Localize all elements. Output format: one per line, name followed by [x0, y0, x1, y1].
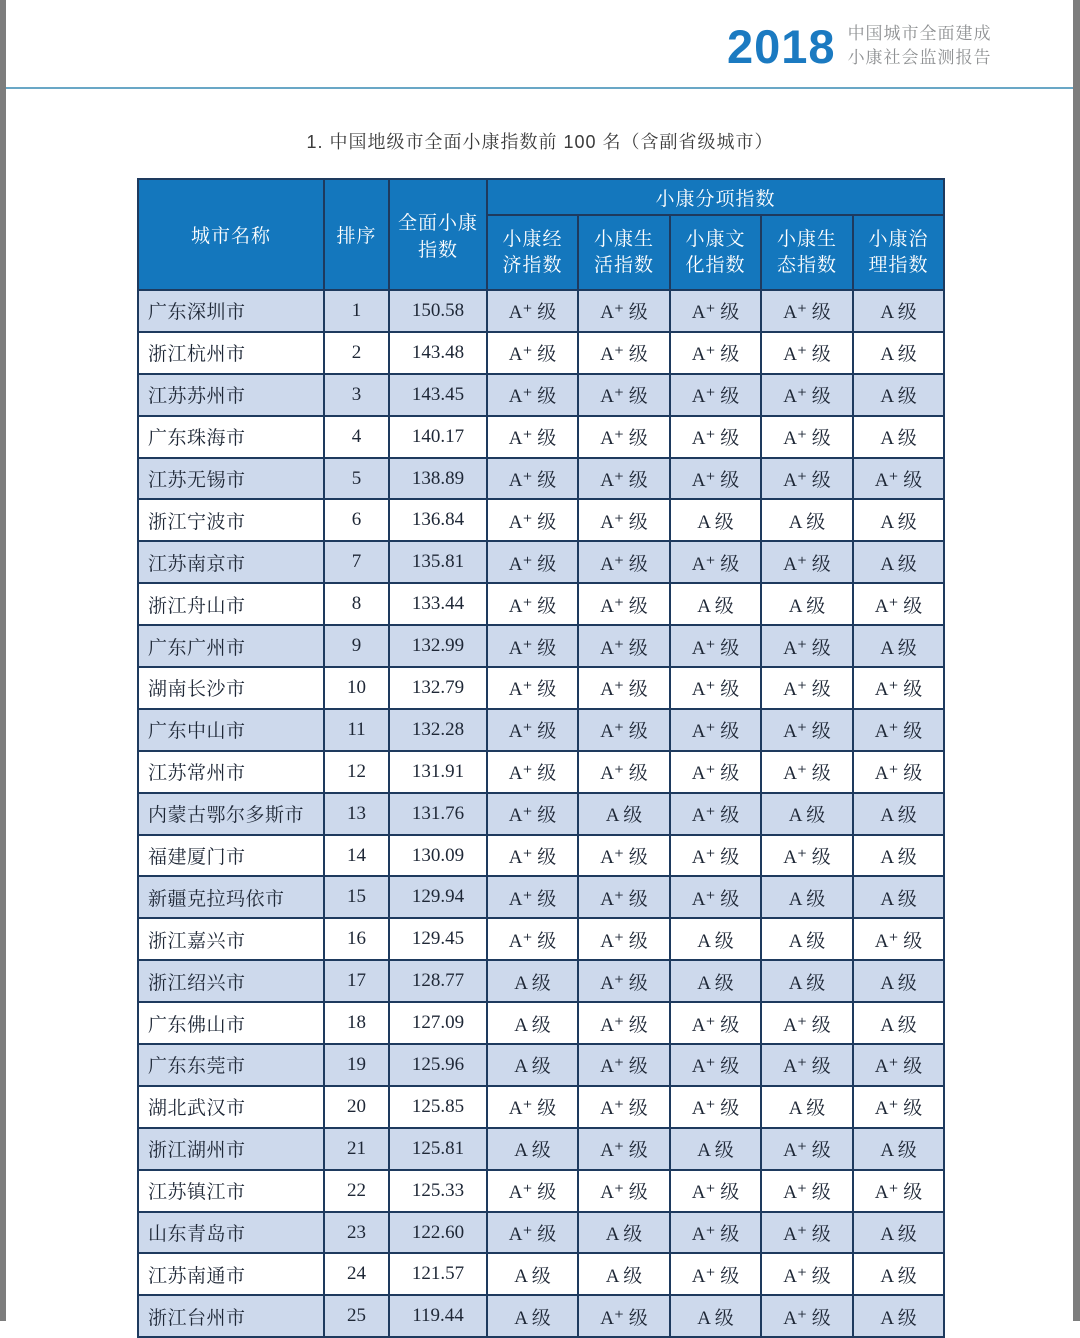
culture-grade-cell: A⁺ 级: [670, 793, 761, 835]
life-grade-cell: A⁺ 级: [578, 709, 670, 751]
rank-cell: 12: [324, 751, 389, 793]
ecology-grade-cell: A 级: [761, 876, 853, 918]
table-row: [138, 876, 944, 918]
governance-grade-cell: A⁺ 级: [853, 667, 944, 709]
economy-grade-cell: A⁺ 级: [487, 458, 578, 500]
table-row: [138, 751, 944, 793]
governance-grade-cell: A 级: [853, 374, 944, 416]
life-grade-cell: A⁺ 级: [578, 1044, 670, 1086]
rank-cell: 13: [324, 793, 389, 835]
culture-grade-cell: A⁺ 级: [670, 541, 761, 583]
table-row: [138, 374, 944, 416]
governance-grade-cell: A⁺ 级: [853, 458, 944, 500]
table-row: [138, 290, 944, 332]
rank-cell: 22: [324, 1170, 389, 1212]
rank-cell: 18: [324, 1002, 389, 1044]
rank-cell: 19: [324, 1044, 389, 1086]
overall-index-cell: 133.44: [389, 583, 487, 625]
ecology-grade-cell: A⁺ 级: [761, 1044, 853, 1086]
culture-grade-cell: A 级: [670, 1295, 761, 1337]
rank-cell: 1: [324, 290, 389, 332]
table-row: [138, 499, 944, 541]
ecology-grade-cell: A⁺ 级: [761, 1002, 853, 1044]
column-header-overall-line1: 全面小康: [397, 212, 478, 234]
rank-cell: 6: [324, 499, 389, 541]
ecology-grade-cell: A 级: [761, 960, 853, 1002]
ranking-table-body: [138, 290, 944, 1337]
ecology-grade-cell: A⁺ 级: [761, 751, 853, 793]
rank-cell: 20: [324, 1086, 389, 1128]
page-edge-right: [1073, 0, 1080, 1321]
column-header-overall-index: [389, 179, 487, 290]
table-row: [138, 1086, 944, 1128]
life-grade-cell: A⁺ 级: [578, 290, 670, 332]
column-header-city: 城市名称: [138, 179, 324, 290]
column-header-rank: 排序: [324, 179, 389, 290]
culture-grade-cell: A 级: [670, 1128, 761, 1170]
overall-index-cell: 125.33: [389, 1170, 487, 1212]
overall-index-cell: 140.17: [389, 416, 487, 458]
life-grade-cell: A⁺ 级: [578, 625, 670, 667]
economy-grade-cell: A 级: [487, 1044, 578, 1086]
city-cell: 广东广州市: [138, 625, 324, 667]
culture-grade-cell: A 级: [670, 918, 761, 960]
life-grade-cell: A⁺ 级: [578, 583, 670, 625]
governance-grade-cell: A⁺ 级: [853, 918, 944, 960]
governance-grade-cell: A 级: [853, 541, 944, 583]
rank-cell: 7: [324, 541, 389, 583]
city-cell: 浙江台州市: [138, 1295, 324, 1337]
governance-grade-cell: A 级: [853, 1002, 944, 1044]
culture-grade-cell: A⁺ 级: [670, 374, 761, 416]
ecology-grade-cell: A⁺ 级: [761, 667, 853, 709]
overall-index-cell: 132.28: [389, 709, 487, 751]
column-header-overall-line2: 指数: [417, 239, 458, 261]
life-grade-cell: A 级: [578, 1253, 670, 1295]
table-row: [138, 1212, 944, 1254]
city-cell: 江苏常州市: [138, 751, 324, 793]
governance-grade-cell: A 级: [853, 1128, 944, 1170]
life-grade-cell: A⁺ 级: [578, 667, 670, 709]
overall-index-cell: 132.99: [389, 625, 487, 667]
governance-grade-cell: A 级: [853, 793, 944, 835]
rank-cell: 11: [324, 709, 389, 751]
economy-grade-cell: A⁺ 级: [487, 583, 578, 625]
economy-grade-cell: A⁺ 级: [487, 876, 578, 918]
table-row: [138, 1128, 944, 1170]
city-cell: 浙江杭州市: [138, 332, 324, 374]
overall-index-cell: 136.84: [389, 499, 487, 541]
economy-grade-cell: A 级: [487, 1295, 578, 1337]
table-row: [138, 541, 944, 583]
overall-index-cell: 121.57: [389, 1253, 487, 1295]
ecology-grade-cell: A⁺ 级: [761, 709, 853, 751]
overall-index-cell: 143.48: [389, 332, 487, 374]
economy-grade-cell: A⁺ 级: [487, 290, 578, 332]
culture-grade-cell: A⁺ 级: [670, 709, 761, 751]
economy-grade-cell: A⁺ 级: [487, 835, 578, 877]
ecology-grade-cell: A 级: [761, 918, 853, 960]
city-cell: 广东珠海市: [138, 416, 324, 458]
overall-index-cell: 119.44: [389, 1295, 487, 1337]
city-cell: 广东佛山市: [138, 1002, 324, 1044]
ecology-grade-cell: A⁺ 级: [761, 374, 853, 416]
overall-index-cell: 131.91: [389, 751, 487, 793]
rank-cell: 23: [324, 1212, 389, 1254]
life-grade-cell: A⁺ 级: [578, 499, 670, 541]
city-cell: 内蒙古鄂尔多斯市: [138, 793, 324, 835]
governance-grade-cell: A⁺ 级: [853, 1086, 944, 1128]
column-header-life-index: 小康生 活指数: [578, 215, 670, 290]
table-row: [138, 332, 944, 374]
table-row: [138, 835, 944, 877]
life-grade-cell: A⁺ 级: [578, 458, 670, 500]
rank-cell: 3: [324, 374, 389, 416]
economy-grade-cell: A 级: [487, 960, 578, 1002]
rank-cell: 9: [324, 625, 389, 667]
economy-grade-cell: A⁺ 级: [487, 541, 578, 583]
economy-grade-cell: A⁺ 级: [487, 1170, 578, 1212]
culture-grade-cell: A⁺ 级: [670, 1044, 761, 1086]
governance-grade-cell: A 级: [853, 1295, 944, 1337]
culture-grade-cell: A⁺ 级: [670, 1212, 761, 1254]
culture-grade-cell: A⁺ 级: [670, 290, 761, 332]
city-cell: 广东东莞市: [138, 1044, 324, 1086]
culture-grade-cell: A⁺ 级: [670, 667, 761, 709]
column-header-governance-index: 小康治 理指数: [853, 215, 944, 290]
table-row: [138, 583, 944, 625]
life-grade-cell: A⁺ 级: [578, 918, 670, 960]
rank-cell: 15: [324, 876, 389, 918]
overall-index-cell: 129.94: [389, 876, 487, 918]
economy-grade-cell: A⁺ 级: [487, 1212, 578, 1254]
city-cell: 福建厦门市: [138, 835, 324, 877]
table-row: [138, 1253, 944, 1295]
ecology-grade-cell: A⁺ 级: [761, 625, 853, 667]
ecology-grade-cell: A⁺ 级: [761, 1212, 853, 1254]
city-cell: 江苏镇江市: [138, 1170, 324, 1212]
economy-grade-cell: A⁺ 级: [487, 793, 578, 835]
overall-index-cell: 125.81: [389, 1128, 487, 1170]
culture-grade-cell: A 级: [670, 960, 761, 1002]
economy-grade-cell: A⁺ 级: [487, 751, 578, 793]
overall-index-cell: 128.77: [389, 960, 487, 1002]
table-row: [138, 416, 944, 458]
overall-index-cell: 138.89: [389, 458, 487, 500]
life-grade-cell: A⁺ 级: [578, 1086, 670, 1128]
economy-grade-cell: A⁺ 级: [487, 416, 578, 458]
rank-cell: 10: [324, 667, 389, 709]
overall-index-cell: 125.85: [389, 1086, 487, 1128]
ecology-grade-cell: A⁺ 级: [761, 1170, 853, 1212]
life-grade-cell: A⁺ 级: [578, 876, 670, 918]
life-grade-cell: A 级: [578, 793, 670, 835]
life-grade-cell: A⁺ 级: [578, 374, 670, 416]
rank-cell: 16: [324, 918, 389, 960]
overall-index-cell: 143.45: [389, 374, 487, 416]
culture-grade-cell: A⁺ 级: [670, 458, 761, 500]
overall-index-cell: 131.76: [389, 793, 487, 835]
life-grade-cell: A⁺ 级: [578, 1295, 670, 1337]
rank-cell: 8: [324, 583, 389, 625]
governance-grade-cell: A 级: [853, 835, 944, 877]
governance-grade-cell: A 级: [853, 1212, 944, 1254]
culture-grade-cell: A⁺ 级: [670, 1253, 761, 1295]
report-title-line1: 中国城市全面建成: [847, 24, 992, 43]
table-row: [138, 960, 944, 1002]
city-cell: 江苏无锡市: [138, 458, 324, 500]
economy-grade-cell: A 级: [487, 1128, 578, 1170]
ecology-grade-cell: A⁺ 级: [761, 416, 853, 458]
table-row: [138, 458, 944, 500]
overall-index-cell: 132.79: [389, 667, 487, 709]
column-header-culture-index: 小康文 化指数: [670, 215, 761, 290]
header-divider-rule: [6, 87, 1073, 89]
culture-grade-cell: A⁺ 级: [670, 876, 761, 918]
overall-index-cell: 127.09: [389, 1002, 487, 1044]
culture-grade-cell: A⁺ 级: [670, 416, 761, 458]
governance-grade-cell: A 级: [853, 1253, 944, 1295]
city-cell: 浙江湖州市: [138, 1128, 324, 1170]
overall-index-cell: 130.09: [389, 835, 487, 877]
ecology-grade-cell: A⁺ 级: [761, 290, 853, 332]
city-cell: 山东青岛市: [138, 1212, 324, 1254]
culture-grade-cell: A⁺ 级: [670, 751, 761, 793]
table-title: 1. 中国地级市全面小康指数前 100 名（含副省级城市）: [306, 132, 774, 152]
culture-grade-cell: A⁺ 级: [670, 1170, 761, 1212]
table-row: [138, 709, 944, 751]
ecology-grade-cell: A⁺ 级: [761, 1128, 853, 1170]
rank-cell: 4: [324, 416, 389, 458]
table-row: [138, 667, 944, 709]
life-grade-cell: A⁺ 级: [578, 332, 670, 374]
city-cell: 浙江嘉兴市: [138, 918, 324, 960]
economy-grade-cell: A⁺ 级: [487, 918, 578, 960]
life-grade-cell: A⁺ 级: [578, 835, 670, 877]
life-grade-cell: A⁺ 级: [578, 751, 670, 793]
ecology-grade-cell: A⁺ 级: [761, 458, 853, 500]
governance-grade-cell: A⁺ 级: [853, 1044, 944, 1086]
city-cell: 浙江宁波市: [138, 499, 324, 541]
economy-grade-cell: A⁺ 级: [487, 332, 578, 374]
ecology-grade-cell: A 级: [761, 1086, 853, 1128]
ecology-grade-cell: A⁺ 级: [761, 541, 853, 583]
city-cell: 浙江舟山市: [138, 583, 324, 625]
life-grade-cell: A⁺ 级: [578, 541, 670, 583]
report-year: 2018: [727, 19, 836, 73]
culture-grade-cell: A⁺ 级: [670, 1086, 761, 1128]
culture-grade-cell: A 级: [670, 583, 761, 625]
economy-grade-cell: A⁺ 级: [487, 625, 578, 667]
city-cell: 江苏南通市: [138, 1253, 324, 1295]
table-row: [138, 1295, 944, 1337]
table-row: [138, 625, 944, 667]
city-cell: 湖南长沙市: [138, 667, 324, 709]
rank-cell: 14: [324, 835, 389, 877]
city-cell: 湖北武汉市: [138, 1086, 324, 1128]
governance-grade-cell: A⁺ 级: [853, 583, 944, 625]
overall-index-cell: 135.81: [389, 541, 487, 583]
ecology-grade-cell: A⁺ 级: [761, 835, 853, 877]
governance-grade-cell: A 级: [853, 332, 944, 374]
economy-grade-cell: A⁺ 级: [487, 667, 578, 709]
economy-grade-cell: A⁺ 级: [487, 1086, 578, 1128]
masthead: [727, 19, 992, 73]
city-cell: 浙江绍兴市: [138, 960, 324, 1002]
governance-grade-cell: A⁺ 级: [853, 1170, 944, 1212]
ecology-grade-cell: A⁺ 级: [761, 1295, 853, 1337]
governance-grade-cell: A 级: [853, 876, 944, 918]
overall-index-cell: 122.60: [389, 1212, 487, 1254]
overall-index-cell: 125.96: [389, 1044, 487, 1086]
column-header-ecology-index: 小康生 态指数: [761, 215, 853, 290]
life-grade-cell: A⁺ 级: [578, 1170, 670, 1212]
ecology-grade-cell: A 级: [761, 499, 853, 541]
report-title-line2: 小康社会监测报告: [847, 48, 992, 68]
culture-grade-cell: A⁺ 级: [670, 332, 761, 374]
governance-grade-cell: A⁺ 级: [853, 709, 944, 751]
governance-grade-cell: A 级: [853, 625, 944, 667]
rank-cell: 21: [324, 1128, 389, 1170]
culture-grade-cell: A⁺ 级: [670, 835, 761, 877]
table-row: [138, 793, 944, 835]
economy-grade-cell: A⁺ 级: [487, 374, 578, 416]
ecology-grade-cell: A 级: [761, 793, 853, 835]
governance-grade-cell: A 级: [853, 499, 944, 541]
rank-cell: 24: [324, 1253, 389, 1295]
life-grade-cell: A⁺ 级: [578, 1002, 670, 1044]
ecology-grade-cell: A⁺ 级: [761, 1253, 853, 1295]
governance-grade-cell: A 级: [853, 290, 944, 332]
rank-cell: 2: [324, 332, 389, 374]
life-grade-cell: A⁺ 级: [578, 1128, 670, 1170]
ecology-grade-cell: A⁺ 级: [761, 332, 853, 374]
life-grade-cell: A⁺ 级: [578, 960, 670, 1002]
economy-grade-cell: A 级: [487, 1002, 578, 1044]
ranking-table: [137, 178, 945, 1338]
governance-grade-cell: A 级: [853, 960, 944, 1002]
economy-grade-cell: A⁺ 级: [487, 709, 578, 751]
ecology-grade-cell: A 级: [761, 583, 853, 625]
column-header-economy-index: 小康经 济指数: [487, 215, 578, 290]
city-cell: 新疆克拉玛依市: [138, 876, 324, 918]
city-cell: 江苏南京市: [138, 541, 324, 583]
column-header-subindex-group: 小康分项指数: [487, 179, 944, 215]
economy-grade-cell: A 级: [487, 1253, 578, 1295]
table-row: [138, 1170, 944, 1212]
city-cell: 广东深圳市: [138, 290, 324, 332]
governance-grade-cell: A⁺ 级: [853, 751, 944, 793]
report-title: [848, 22, 992, 70]
culture-grade-cell: A 级: [670, 499, 761, 541]
overall-index-cell: 150.58: [389, 290, 487, 332]
table-row: [138, 1044, 944, 1086]
page-edge-left: [0, 0, 6, 1321]
table-row: [138, 1002, 944, 1044]
city-cell: 广东中山市: [138, 709, 324, 751]
table-row: [138, 918, 944, 960]
rank-cell: 25: [324, 1295, 389, 1337]
culture-grade-cell: A⁺ 级: [670, 1002, 761, 1044]
life-grade-cell: A⁺ 级: [578, 416, 670, 458]
rank-cell: 5: [324, 458, 389, 500]
overall-index-cell: 129.45: [389, 918, 487, 960]
governance-grade-cell: A 级: [853, 416, 944, 458]
culture-grade-cell: A⁺ 级: [670, 625, 761, 667]
city-cell: 江苏苏州市: [138, 374, 324, 416]
rank-cell: 17: [324, 960, 389, 1002]
life-grade-cell: A 级: [578, 1212, 670, 1254]
economy-grade-cell: A⁺ 级: [487, 499, 578, 541]
